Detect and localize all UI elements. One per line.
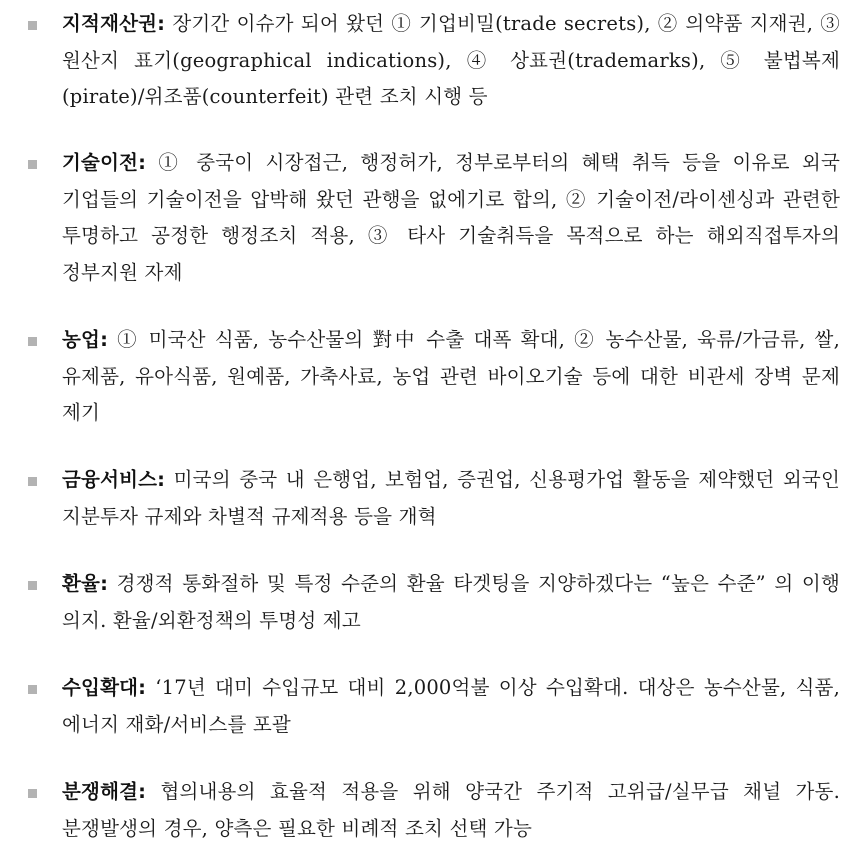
item-body: ① 중국이 시장접근, 행정허가, 정부로부터의 혜택 취득 등을 이유로 외국 기업들의 기술이전을 압박해 왔던 관행을 없에기로 합의, ② 기술이전/라이센싱과 관련한 투명하고 공정한 행정조치 적용, ③ 타사 기술취득을 목적으로 하는 해외직접투자의 정부지원 자제 bbox=[62, 151, 840, 284]
square-bullet-icon bbox=[28, 337, 37, 346]
item-body: 협의내용의 효율적 적용을 위해 양국간 주기적 고위급/실무급 채널 가동. 분쟁발생의 경우, 양측은 필요한 비례적 조치 선택 가능 bbox=[62, 780, 840, 840]
list-item-ip bbox=[28, 6, 840, 116]
list-item-text bbox=[62, 145, 840, 291]
list-item-text bbox=[62, 6, 840, 116]
item-body: ‘17년 대미 수입규모 대비 2,000억불 이상 수입확대. 대상은 농수산물, 식품, 에너지 재화/서비스를 포괄 bbox=[62, 676, 840, 736]
list-item-text bbox=[62, 774, 840, 847]
square-bullet-icon bbox=[28, 685, 37, 694]
item-body: 경쟁적 통화절하 및 특정 수준의 환율 타겟팅을 지양하겠다는 “높은 수준” 의 이행 의지. 환율/외환정책의 투명성 제고 bbox=[62, 572, 840, 632]
item-heading: 환율: bbox=[62, 572, 109, 595]
item-heading: 수입확대: bbox=[62, 676, 147, 699]
list-item-dispute-resolution bbox=[28, 774, 840, 847]
list-item-text bbox=[62, 566, 840, 639]
list-item-tech-transfer bbox=[28, 145, 840, 291]
item-heading: 분쟁해결: bbox=[62, 780, 147, 803]
item-body: 미국의 중국 내 은행업, 보험업, 증권업, 신용평가업 활동을 제약했던 외국인 지분투자 규제와 차별적 규제적용 등을 개혁 bbox=[62, 468, 840, 528]
list-item-text bbox=[62, 462, 840, 535]
list-item-financial-services bbox=[28, 462, 840, 535]
item-heading: 금융서비스: bbox=[62, 468, 166, 491]
square-bullet-icon bbox=[28, 477, 37, 486]
list-item-agriculture bbox=[28, 322, 840, 432]
list-item-text bbox=[62, 322, 840, 432]
item-heading: 농업: bbox=[62, 328, 109, 351]
square-bullet-icon bbox=[28, 160, 37, 169]
list-item-exchange-rate bbox=[28, 566, 840, 639]
item-body: ① 미국산 식품, 농수산물의 對中 수출 대폭 확대, ② 농수산물, 육류/가금류, 쌀, 유제품, 유아식품, 원예품, 가축사료, 농업 관련 바이오기술 등에 대한 비관세 장벽 문제 제기 bbox=[62, 328, 840, 424]
list-item-import-expansion bbox=[28, 670, 840, 743]
list-item-text bbox=[62, 670, 840, 743]
item-body: 장기간 이슈가 되어 왔던 ① 기업비밀(trade secrets), ② 의약품 지재권, ③ 원산지 표기(geographical indications), ④ 상표권(trademarks), ⑤ 불법복제(pirate)/위조품(counterfeit) 관련 조치 시행 등 bbox=[62, 12, 840, 108]
square-bullet-icon bbox=[28, 21, 37, 30]
square-bullet-icon bbox=[28, 789, 37, 798]
square-bullet-icon bbox=[28, 581, 37, 590]
item-heading: 기술이전: bbox=[62, 151, 147, 174]
item-heading: 지적재산권: bbox=[62, 12, 166, 35]
